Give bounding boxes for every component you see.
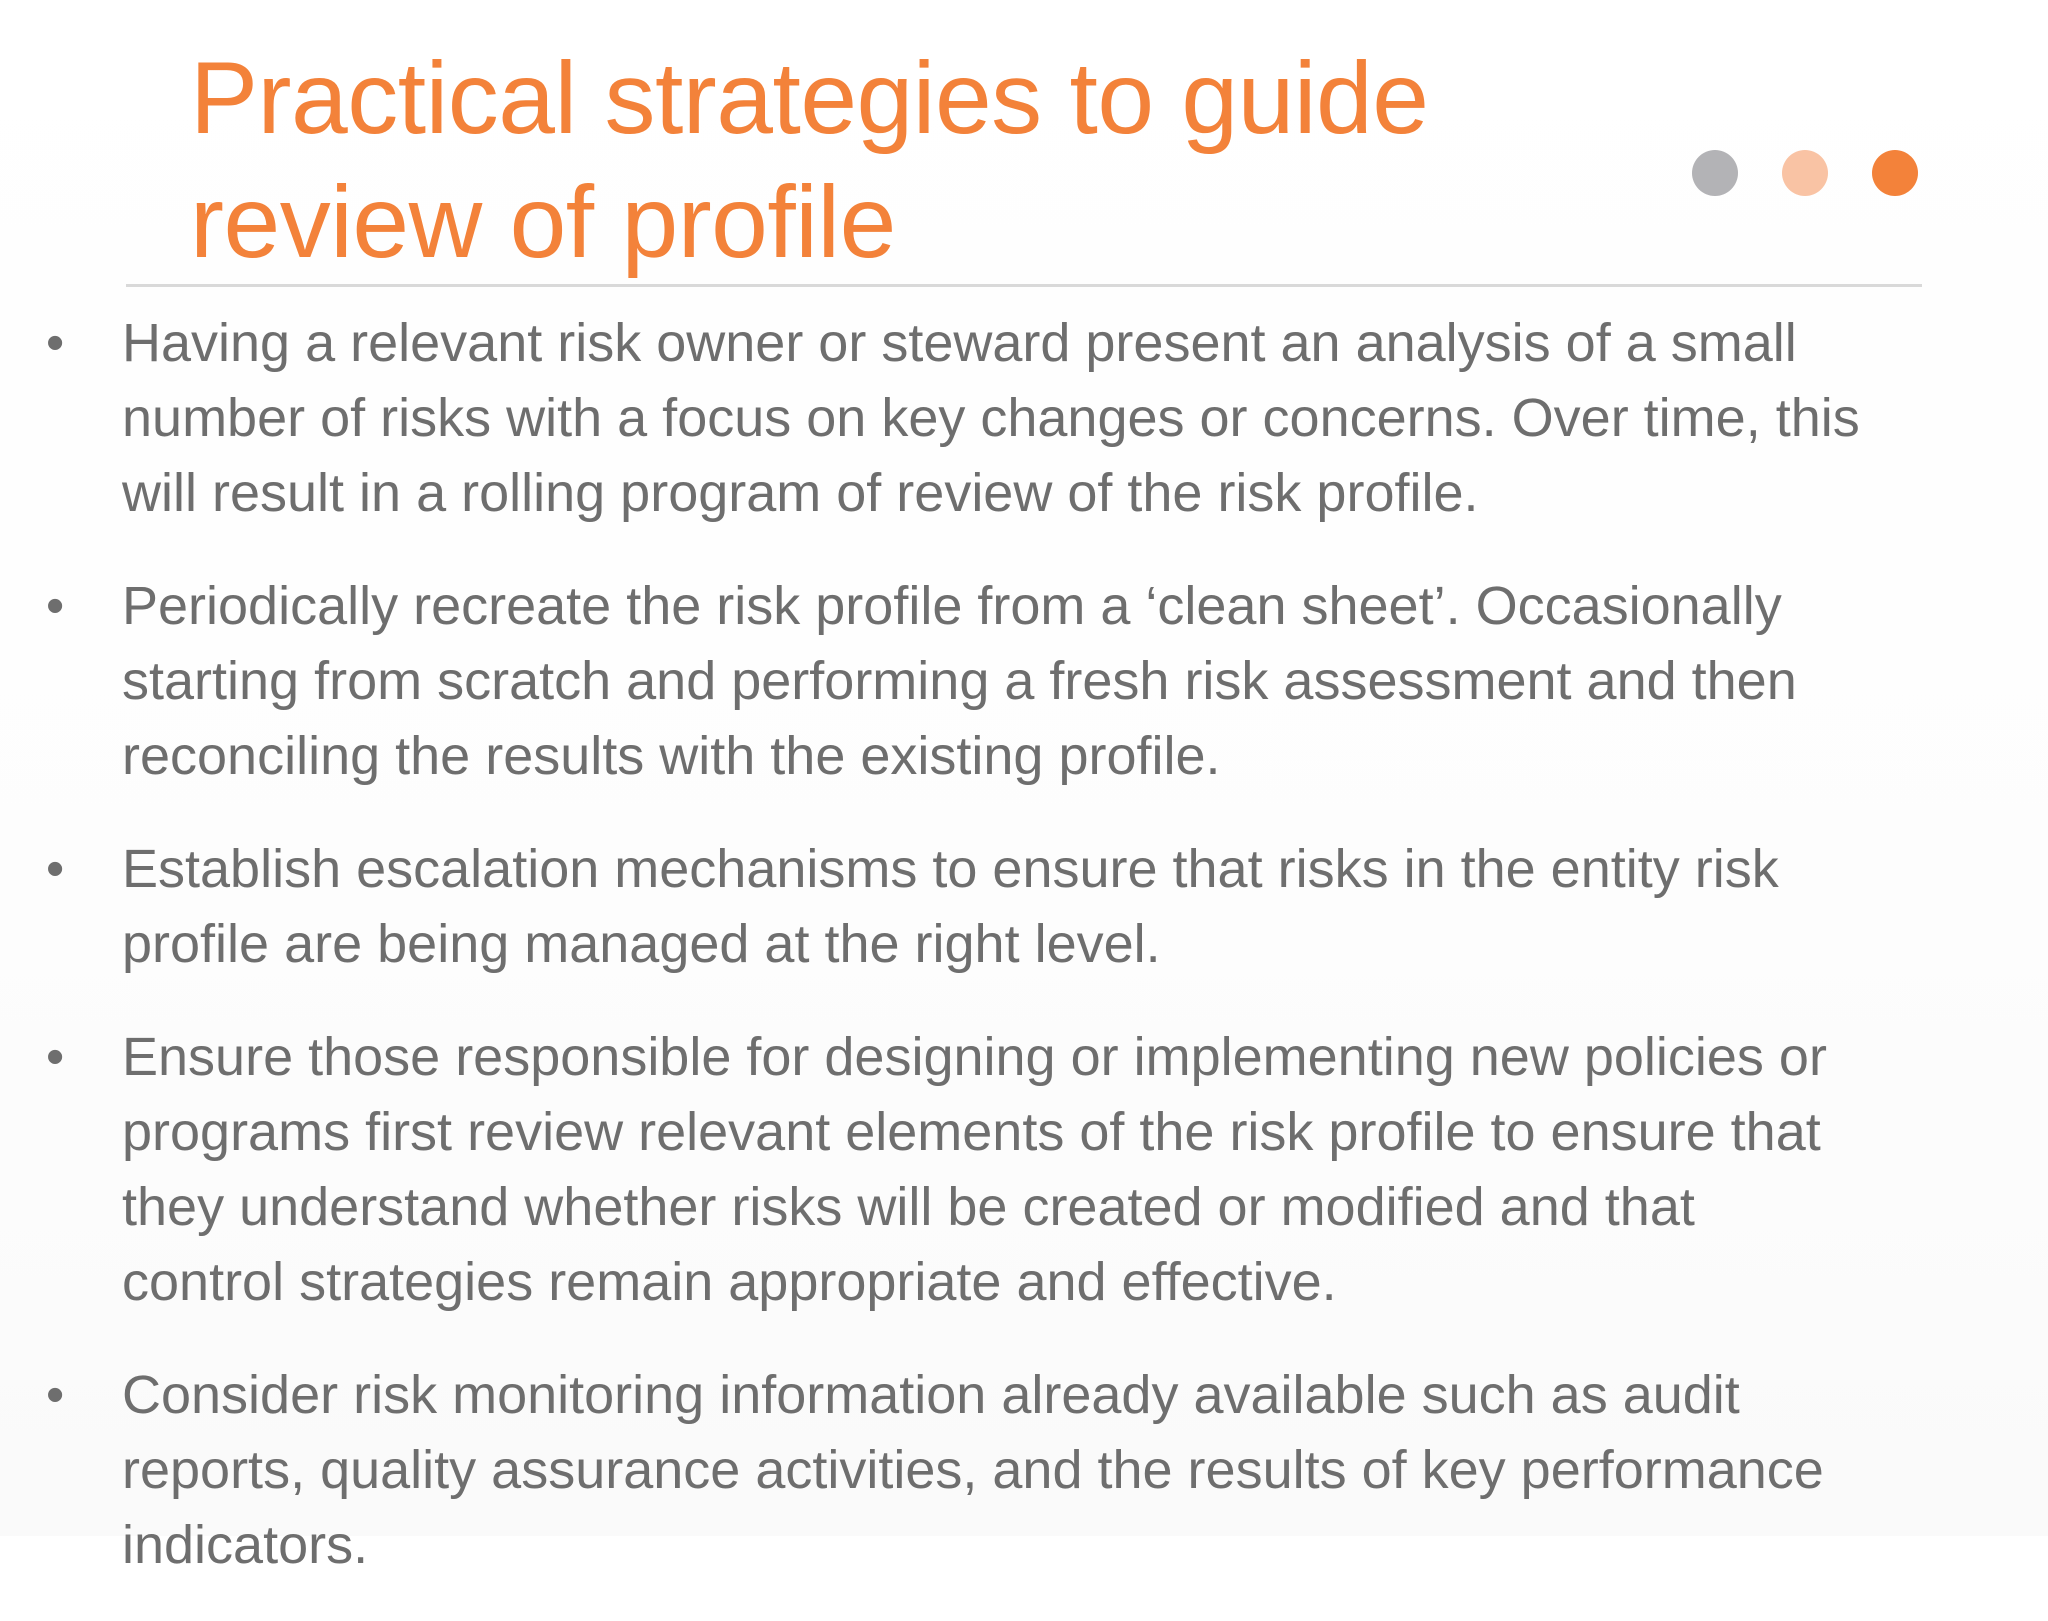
bullet-text-line: Ensure those responsible for designing or implementing new policies or [122, 1027, 1827, 1087]
bullet-point-icon: • [46, 1028, 65, 1086]
bullet-item [0, 832, 2048, 982]
bullet-list [0, 306, 2048, 1621]
bullet-item [0, 1020, 2048, 1320]
bullet-text-line: programs first review relevant elements of the risk profile to ensure that [122, 1102, 1821, 1162]
bullet-item [0, 306, 2048, 531]
slide-title-line-2: review of profile [190, 165, 896, 279]
bullet-text-line: Consider risk monitoring information already available such as audit [122, 1365, 1740, 1425]
bullet-text-line: number of risks with a focus on key changes or concerns. Over time, this [122, 388, 1860, 448]
bullet-text-line: indicators. [122, 1515, 369, 1575]
bullet-text [122, 1358, 1982, 1583]
light-orange-dot-icon [1782, 150, 1828, 196]
slide-title-line-1: Practical strategies to guide [190, 41, 1429, 155]
bullet-text [122, 569, 1982, 794]
bullet-point-icon: • [46, 840, 65, 898]
bullet-text [122, 832, 1982, 982]
bullet-text-line: Periodically recreate the risk profile from a ‘clean sheet’. Occasionally [122, 576, 1782, 636]
bullet-text-line: Establish escalation mechanisms to ensure that risks in the entity risk [122, 839, 1779, 899]
bullet-item [0, 1358, 2048, 1583]
bullet-text [122, 1020, 1982, 1320]
slide-title [190, 36, 1590, 284]
bullet-text-line: reports, quality assurance activities, and the results of key performance [122, 1440, 1824, 1500]
orange-dot-icon [1872, 150, 1918, 196]
bullet-text-line: starting from scratch and performing a fresh risk assessment and then [122, 651, 1797, 711]
grey-dot-icon [1692, 150, 1738, 196]
bullet-item [0, 569, 2048, 794]
bullet-text [122, 306, 1982, 531]
bullet-point-icon: • [46, 314, 65, 372]
bullet-text-line: reconciling the results with the existing profile. [122, 726, 1221, 786]
bullet-text-line: control strategies remain appropriate and effective. [122, 1252, 1337, 1312]
title-divider [126, 284, 1922, 287]
bullet-point-icon: • [46, 1366, 65, 1424]
bullet-text-line: they understand whether risks will be created or modified and that [122, 1177, 1695, 1237]
bullet-text-line: will result in a rolling program of review of the risk profile. [122, 463, 1479, 523]
bullet-text-line: profile are being managed at the right level. [122, 914, 1161, 974]
bullet-point-icon: • [46, 577, 65, 635]
bullet-text-line: Having a relevant risk owner or steward present an analysis of a small [122, 313, 1797, 373]
